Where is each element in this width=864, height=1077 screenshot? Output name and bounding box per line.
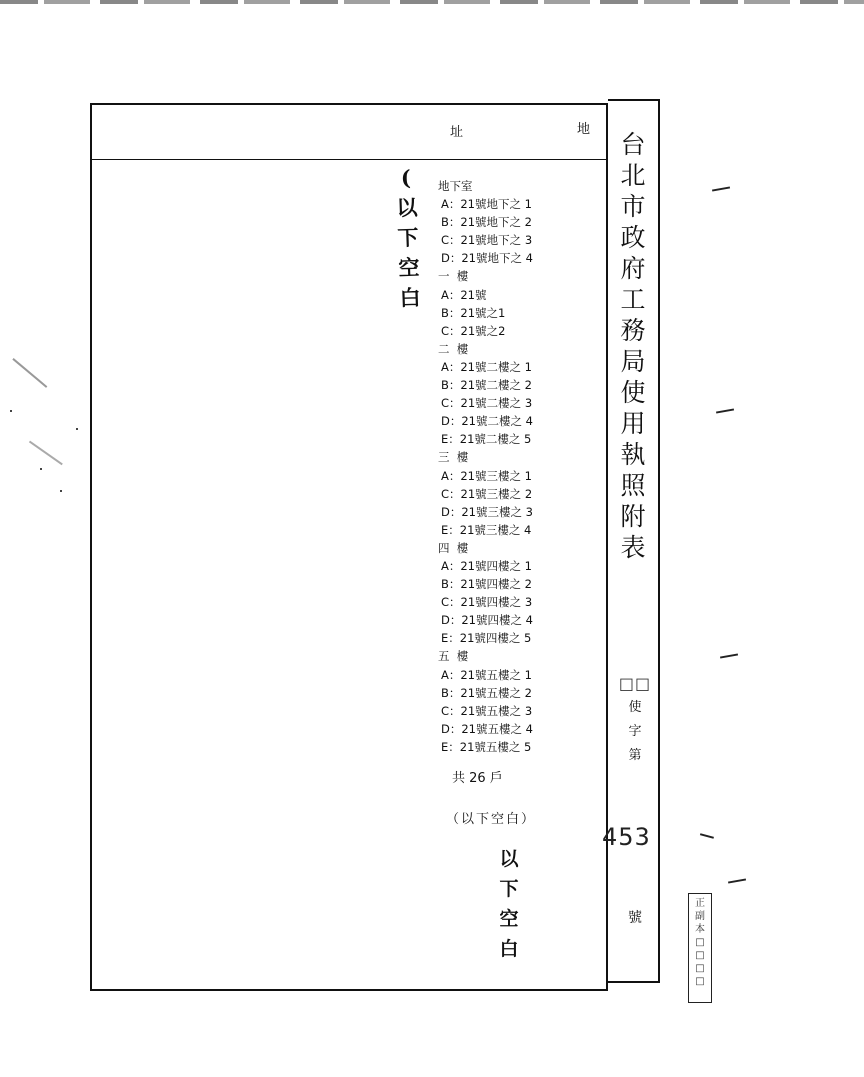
license-type-char: 第 (628, 748, 642, 763)
scan-speck (76, 428, 78, 430)
floor-heading: 一 樓 (438, 269, 469, 284)
unit-address-item: C：21號四樓之 3 (441, 595, 533, 610)
unit-address-item: A：21號四樓之 1 (441, 558, 532, 573)
unit-address-item: A：21號五樓之 1 (441, 667, 532, 682)
unit-address-item: D：21號五樓之 4 (441, 721, 533, 736)
license-number-prefix: □□ (618, 674, 652, 693)
stamp-char: 正 (695, 898, 705, 909)
floor-heading: 地下室 (438, 179, 473, 193)
handwritten-blank-note-left (391, 163, 424, 314)
unit-address-item: C：21號二樓之 3 (441, 396, 533, 411)
license-type-char: 使 (628, 700, 642, 715)
handwritten-char: ( (400, 164, 412, 191)
handwritten-char: 白 (499, 938, 519, 960)
unit-address-item: A：21號二樓之 1 (441, 359, 532, 374)
margin-mark (728, 878, 746, 883)
floor-heading: 五 樓 (438, 649, 469, 664)
license-number (618, 674, 652, 763)
license-number-suffix: 號 (628, 910, 642, 926)
unit-address-item: C：21號三樓之 2 (441, 486, 533, 501)
margin-mark (700, 833, 714, 838)
title-char: 市 (620, 192, 646, 221)
unit-address-item: A：21號 (441, 287, 487, 302)
unit-address-item: C：21號之2 (441, 323, 506, 338)
title-char: 照 (620, 471, 646, 500)
unit-address-item: E：21號五樓之 5 (441, 739, 532, 754)
unit-address-item: B：21號之1 (441, 305, 506, 320)
title-char: 局 (620, 347, 646, 376)
title-char: 工 (620, 285, 646, 314)
stamp-char: 副 (695, 911, 705, 922)
title-char: 政 (620, 223, 646, 252)
unit-address-item: B：21號地下之 2 (441, 215, 532, 230)
handwritten-char: 下 (397, 224, 419, 251)
unit-address-item: B：21號五樓之 2 (441, 685, 532, 700)
handwritten-char: 白 (399, 284, 422, 311)
unit-address-item: E：21號三樓之 4 (441, 522, 532, 537)
unit-address-item: D：21號二樓之 4 (441, 414, 533, 429)
seal-stamp (688, 893, 712, 1003)
stamp-char: □ (695, 937, 705, 948)
license-type-char: 字 (628, 724, 642, 739)
header-address-label: 址 (450, 125, 464, 140)
unit-address-item: E：21號四樓之 5 (441, 631, 532, 646)
unit-total: 共 26 戶 (452, 771, 503, 786)
scan-noise-line (29, 441, 63, 465)
scan-speck (10, 410, 12, 412)
floor-heading: 四 樓 (438, 540, 469, 555)
side-title-column (602, 99, 660, 983)
stamp-char: □ (695, 976, 705, 987)
title-char: 表 (620, 533, 646, 562)
handwritten-char: 下 (499, 878, 519, 900)
title-char: 執 (620, 440, 646, 469)
scan-speck (40, 468, 42, 470)
unit-address-item: D：21號四樓之 4 (441, 613, 533, 628)
unit-address-item: C：21號地下之 3 (441, 233, 533, 248)
unit-address-item: A：21號地下之 1 (441, 197, 532, 212)
table-header (92, 105, 606, 160)
handwritten-blank-note-bottom (496, 844, 522, 964)
floor-heading: 二 樓 (438, 341, 469, 356)
handwritten-char: 以 (499, 848, 519, 870)
scan-speck (60, 490, 62, 492)
unit-address-item: E：21號二樓之 5 (441, 432, 532, 447)
handwritten-char: 以 (396, 194, 418, 221)
unit-address-list (438, 177, 608, 756)
blank-below-note: （以下空白） (446, 812, 537, 827)
unit-address-item: A：21號三樓之 1 (441, 468, 532, 483)
title-char: 務 (620, 316, 646, 345)
unit-address-item: B：21號二樓之 2 (441, 378, 532, 393)
margin-mark (712, 186, 730, 191)
unit-address-item: B：21號四樓之 2 (441, 577, 532, 592)
license-serial-number: 453 (602, 823, 651, 851)
margin-mark (716, 408, 734, 413)
handwritten-char: 空 (398, 254, 420, 281)
header-land-label: 地 (577, 122, 591, 137)
scan-noise-line (13, 358, 48, 387)
title-char: 用 (620, 409, 646, 438)
stamp-char: □ (695, 950, 705, 961)
stamp-char: 本 (695, 924, 705, 935)
handwritten-char: 空 (499, 908, 519, 930)
scan-header-strip (0, 0, 864, 4)
title-char: 北 (620, 161, 646, 190)
stamp-char: □ (695, 963, 705, 974)
floor-heading: 三 樓 (438, 450, 469, 465)
unit-address-item: C：21號五樓之 3 (441, 703, 533, 718)
title-char: 台 (620, 130, 646, 159)
unit-address-item: D：21號三樓之 3 (441, 504, 533, 519)
document-title (618, 129, 648, 563)
title-char: 使 (620, 378, 646, 407)
margin-mark (720, 653, 738, 658)
title-char: 附 (620, 502, 646, 531)
unit-address-item: D：21號地下之 4 (441, 251, 533, 266)
title-char: 府 (620, 254, 646, 283)
